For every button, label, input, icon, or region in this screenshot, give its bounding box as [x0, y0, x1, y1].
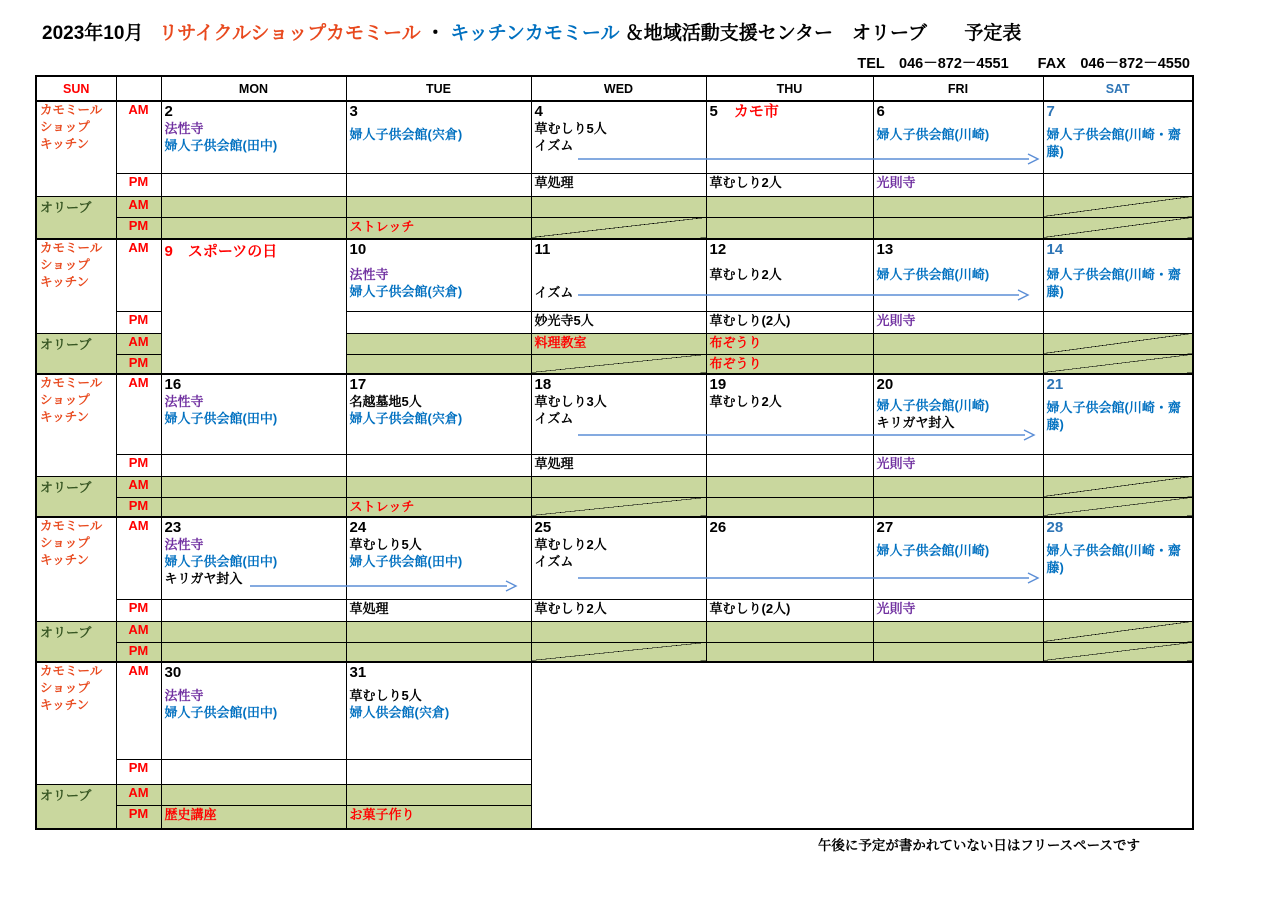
olive-oam-cell: [1043, 196, 1193, 217]
day-am-cell: [1043, 239, 1193, 311]
day-am-cell: [1043, 374, 1193, 454]
olive-oam-cell: [161, 784, 346, 805]
date-number: 14: [1046, 241, 1064, 258]
am-label: AM: [116, 374, 161, 454]
day-pm-cell: [1043, 599, 1193, 621]
olive-opm-cell: [531, 497, 706, 517]
day-pm-cell: [346, 454, 531, 476]
date-number: 5: [709, 103, 718, 120]
date-row: [877, 518, 1040, 537]
header-wed: WED: [531, 76, 706, 101]
pm-label: PM: [116, 173, 161, 196]
day-pm-cell: [531, 311, 706, 333]
date-row: [350, 518, 528, 537]
olive-oam-cell: [531, 333, 706, 354]
date-number: 13: [876, 241, 894, 258]
date-number: 31: [349, 664, 367, 681]
am-label: AM: [116, 196, 161, 217]
header-tue: TUE: [346, 76, 531, 101]
date-number: 16: [164, 376, 182, 393]
week-1-row-1: [36, 173, 1193, 196]
event-text: 婦人子供会館(川崎): [876, 127, 990, 142]
date-number: 28: [1046, 519, 1064, 536]
olive-oam-cell: [706, 333, 873, 354]
event-text: 婦人子供会館(宍倉): [349, 127, 463, 142]
date-number: 30: [164, 664, 182, 681]
event-text: 婦人子供会館(宍倉): [349, 283, 463, 299]
title-dot: ・: [425, 23, 445, 44]
event-text: 草むしり2人: [534, 600, 607, 616]
olive-opm-cell: [346, 354, 531, 374]
olive-opm-cell: [346, 805, 531, 829]
shop-label-line: キッチン: [40, 136, 90, 151]
olive-oam-cell: [706, 621, 873, 642]
week-4-row-0: [36, 517, 1193, 599]
am-label: AM: [116, 333, 161, 354]
week-4-row-3: [36, 642, 1193, 662]
date-row: [165, 102, 343, 121]
day-pm-cell: [1043, 311, 1193, 333]
olive-event-text: ストレッチ: [349, 218, 415, 234]
event-text: 草処理: [534, 455, 574, 471]
week-4-row-1: [36, 599, 1193, 621]
am-label: AM: [116, 662, 161, 759]
day-am-cell: [531, 374, 706, 454]
date-row: [1047, 102, 1190, 121]
olive-label: オリーブ: [36, 333, 116, 374]
event-text: 草むしり3人: [534, 394, 607, 409]
event-text: 草むしり2人: [709, 394, 782, 409]
olive-opm-cell: [706, 217, 873, 239]
olive-opm-cell: [346, 642, 531, 662]
event-text: 草むしり2人: [534, 537, 607, 552]
day-pm-cell: [706, 173, 873, 196]
olive-oam-cell: [161, 476, 346, 497]
day-am-cell: [161, 374, 346, 454]
shop-label-line: キッチン: [40, 552, 90, 567]
schedule-table: [35, 75, 1194, 830]
shop-label-line: ショップ: [40, 535, 90, 550]
shop-label-line: キッチン: [40, 697, 90, 712]
week-1-row-2: [36, 196, 1193, 217]
day-pm-cell: [873, 599, 1043, 621]
event-text: イズム: [534, 410, 574, 426]
date-row: [350, 240, 528, 259]
day-pm-cell: [1043, 173, 1193, 196]
day-am-cell: [1043, 101, 1193, 173]
day-am-cell: [706, 101, 873, 173]
day-am-cell: [346, 239, 531, 311]
event-text: 婦人子供会館(川崎・齋藤): [1046, 400, 1181, 432]
am-label: AM: [116, 239, 161, 311]
date-number: 21: [1046, 376, 1064, 393]
date-number: 24: [349, 519, 367, 536]
day-pm-cell: [706, 311, 873, 333]
olive-event-text: 布ぞうり: [709, 355, 762, 371]
week-3-row-2: [36, 476, 1193, 497]
olive-oam-cell: [1043, 476, 1193, 497]
pm-label: PM: [116, 642, 161, 662]
shop-label-line: カモミール: [40, 664, 103, 678]
shop-label-line: キッチン: [40, 409, 90, 424]
day-pm-cell: [706, 599, 873, 621]
date-row: [877, 375, 1040, 394]
date-row: [710, 240, 870, 259]
event-text: 婦人子供会館(川崎・齋藤): [1046, 267, 1181, 299]
day-am-cell: [531, 101, 706, 173]
event-text: 法性寺: [349, 267, 389, 282]
day-pm-cell: [873, 454, 1043, 476]
header-sat: SAT: [1043, 76, 1193, 101]
week-2-row-0: [36, 239, 1193, 311]
olive-opm-cell: [1043, 497, 1193, 517]
day-am-cell: [873, 374, 1043, 454]
day-pm-cell: [1043, 454, 1193, 476]
date-number: 26: [709, 519, 727, 536]
olive-opm-cell: [1043, 642, 1193, 662]
day-pm-cell: [346, 173, 531, 196]
pm-label: PM: [116, 217, 161, 239]
olive-label: オリーブ: [36, 196, 116, 239]
shop-label-line: カモミール: [40, 519, 103, 533]
event-text: 草むしり2人: [709, 267, 782, 282]
week-1-row-3: [36, 217, 1193, 239]
date-number: 17: [349, 376, 367, 393]
day-pm-cell: [531, 454, 706, 476]
date-number: 10: [349, 241, 367, 258]
event-text: イズム: [534, 553, 574, 569]
date-number: 19: [709, 376, 727, 393]
shop-label-line: ショップ: [40, 680, 90, 695]
shop-kitchen-label: [36, 517, 116, 621]
day-am-cell: [873, 517, 1043, 599]
olive-event-text: 布ぞうり: [709, 334, 762, 350]
event-text: 婦人子供会館(川崎・齋藤): [1046, 127, 1181, 159]
event-text: 法性寺: [164, 394, 204, 409]
title-suffix: 予定表: [964, 23, 1022, 44]
olive-opm-cell: [873, 217, 1043, 239]
event-text: 婦人子供会館(川崎): [876, 267, 990, 282]
contact-info: TEL 046－872－4551 FAX 046－872－4550: [857, 56, 1190, 72]
date-number: 11: [534, 241, 551, 258]
olive-oam-cell: [873, 196, 1043, 217]
event-text: イズム: [534, 285, 574, 300]
date-row: [165, 375, 343, 394]
olive-label: オリーブ: [36, 476, 116, 517]
olive-opm-cell: [873, 642, 1043, 662]
title-kitchen-name: キッチンカモミール: [450, 23, 620, 44]
shop-kitchen-label: [36, 101, 116, 196]
olive-oam-cell: [706, 476, 873, 497]
olive-oam-cell: [346, 621, 531, 642]
olive-opm-cell: [531, 642, 706, 662]
footer-note: 午後に予定が書かれていない日はフリースペースです: [817, 838, 1140, 853]
date-row: [1047, 375, 1190, 394]
am-label: AM: [116, 517, 161, 599]
day-am-cell: [706, 374, 873, 454]
event-text: 法性寺: [164, 688, 204, 703]
olive-opm-cell: [531, 217, 706, 239]
title-center-name: ＆地域活動支援センター オリーブ: [624, 23, 928, 44]
day-am-cell: [873, 239, 1043, 311]
header-mon: MON: [161, 76, 346, 101]
event-text: 草むしり(2人): [709, 600, 791, 616]
olive-oam-cell: [531, 476, 706, 497]
olive-oam-cell: [346, 784, 531, 805]
olive-opm-cell: [873, 497, 1043, 517]
event-text: 光則寺: [876, 455, 916, 471]
am-label: AM: [116, 101, 161, 173]
date-number: 2: [164, 103, 173, 120]
date-row: [535, 102, 703, 121]
day-am-cell: [346, 374, 531, 454]
day-am-cell: [1043, 517, 1193, 599]
holiday-cell: 9 スポーツの日: [161, 239, 346, 374]
event-text: 草むしり2人: [709, 174, 782, 190]
olive-oam-cell: [873, 476, 1043, 497]
date-row: [350, 375, 528, 394]
event-text: 草むしり5人: [534, 121, 607, 136]
day-am-cell: [706, 517, 873, 599]
day-am-cell: [531, 517, 706, 599]
day-pm-cell: [346, 311, 531, 333]
olive-opm-cell: [706, 354, 873, 374]
shop-kitchen-label: [36, 662, 116, 784]
day-am-cell: [161, 101, 346, 173]
date-number: 7: [1046, 103, 1055, 120]
event-text: 婦人子供会館(田中): [349, 553, 463, 569]
olive-label: オリーブ: [36, 784, 116, 829]
date-number: 3: [349, 103, 358, 120]
olive-event-text: お菓子作り: [349, 806, 415, 822]
illustration-cell: [531, 662, 1193, 829]
week-3-row-3: [36, 497, 1193, 517]
event-text: 婦人子供会館(田中): [164, 704, 278, 720]
olive-opm-cell: [1043, 217, 1193, 239]
day-pm-cell: [346, 759, 531, 784]
day-pm-cell: [161, 454, 346, 476]
shop-label-line: ショップ: [40, 392, 90, 407]
date-row: [535, 518, 703, 537]
event-text: 婦人子供会館(川崎): [876, 543, 990, 558]
shop-label-line: カモミール: [40, 103, 103, 117]
olive-opm-cell: [1043, 354, 1193, 374]
olive-oam-cell: [531, 621, 706, 642]
olive-opm-cell: [346, 497, 531, 517]
olive-opm-cell: [161, 497, 346, 517]
day-am-cell: [706, 239, 873, 311]
day-am-cell: [161, 517, 346, 599]
date-number: 20: [876, 376, 894, 393]
am-label: AM: [116, 476, 161, 497]
header-fri: FRI: [873, 76, 1043, 101]
olive-opm-cell: [161, 217, 346, 239]
header-empty: [116, 76, 161, 101]
event-text: 婦人子供会館(田中): [164, 137, 278, 153]
event-text: 婦人子供会館(宍倉): [349, 410, 463, 426]
shop-label-line: カモミール: [40, 241, 103, 255]
date-row: [710, 518, 870, 537]
header-thu: THU: [706, 76, 873, 101]
olive-oam-cell: [873, 621, 1043, 642]
day-pm-cell: [161, 173, 346, 196]
day-am-cell: [531, 239, 706, 311]
date-row: [535, 375, 703, 394]
week-4-row-2: [36, 621, 1193, 642]
shop-label-line: カモミール: [40, 376, 103, 390]
event-text: 光則寺: [876, 312, 916, 328]
olive-oam-cell: [161, 621, 346, 642]
date-row: [165, 663, 343, 682]
shop-kitchen-label: [36, 374, 116, 476]
olive-oam-cell: [346, 196, 531, 217]
date-row: [350, 663, 528, 682]
olive-event-text: 料理教室: [534, 334, 587, 350]
day-pm-cell: [346, 599, 531, 621]
event-text: 光則寺: [876, 174, 916, 190]
event-text: 草処理: [534, 174, 574, 190]
event-text: 名越墓地5人: [349, 394, 422, 409]
olive-oam-cell: [1043, 621, 1193, 642]
day-pm-cell: [161, 759, 346, 784]
pm-label: PM: [116, 454, 161, 476]
olive-oam-cell: [346, 476, 531, 497]
shop-label-line: キッチン: [40, 274, 90, 289]
day-pm-cell: [873, 311, 1043, 333]
day-event-label: カモ市: [733, 103, 779, 120]
date-row: [877, 240, 1040, 259]
week-1-row-0: [36, 101, 1193, 173]
olive-opm-cell: [161, 805, 346, 829]
date-row: [877, 102, 1040, 121]
event-text: 婦人子供会館(川崎・齋藤): [1046, 543, 1181, 575]
date-row: [1047, 518, 1190, 537]
olive-opm-cell: [706, 642, 873, 662]
week-3-row-0: [36, 374, 1193, 454]
event-text: 婦人子供会館(田中): [164, 410, 278, 426]
date-number: 18: [534, 376, 552, 393]
event-text: 婦人子供会館(川崎): [876, 398, 990, 413]
date-number: 23: [164, 519, 182, 536]
olive-event-text: 歴史講座: [164, 806, 217, 822]
event-text: 草処理: [349, 600, 389, 616]
olive-opm-cell: [873, 354, 1043, 374]
title-shop-name: リサイクルショップカモミール: [158, 23, 421, 44]
header-sun: SUN: [36, 76, 116, 101]
day-am-cell: [346, 662, 531, 759]
shop-kitchen-label: [36, 239, 116, 333]
olive-oam-cell: [1043, 333, 1193, 354]
day-pm-cell: [531, 599, 706, 621]
date-number: 27: [876, 519, 894, 536]
olive-oam-cell: [873, 333, 1043, 354]
event-text: 光則寺: [876, 600, 916, 616]
week-5-row-0: [36, 662, 1193, 759]
date-row: [165, 518, 343, 537]
shop-label-line: ショップ: [40, 119, 90, 134]
week-3-row-1: [36, 454, 1193, 476]
olive-oam-cell: [706, 196, 873, 217]
date-row: [535, 240, 703, 259]
event-text: 草むしり5人: [349, 688, 422, 703]
date-row: [710, 102, 870, 121]
olive-opm-cell: [531, 354, 706, 374]
olive-oam-cell: [161, 196, 346, 217]
event-text: キリガヤ封入: [876, 414, 955, 430]
event-text: キリガヤ封入: [164, 570, 243, 586]
olive-label: オリーブ: [36, 621, 116, 662]
date-row: [710, 375, 870, 394]
olive-opm-cell: [706, 497, 873, 517]
event-text: 法性寺: [164, 121, 204, 136]
olive-oam-cell: [531, 196, 706, 217]
olive-oam-cell: [346, 333, 531, 354]
date-number: 25: [534, 519, 552, 536]
day-pm-cell: [161, 599, 346, 621]
date-row: [1047, 240, 1190, 259]
event-text: 草むしり(2人): [709, 312, 791, 328]
day-pm-cell: [706, 454, 873, 476]
date-number: 4: [534, 103, 543, 120]
pm-label: PM: [116, 805, 161, 829]
am-label: AM: [116, 784, 161, 805]
event-text: 草むしり5人: [349, 537, 422, 552]
day-am-cell: [161, 662, 346, 759]
pm-label: PM: [116, 497, 161, 517]
day-am-cell: [346, 517, 531, 599]
olive-opm-cell: [161, 642, 346, 662]
event-text: 妙光寺5人: [534, 312, 594, 328]
pm-label: PM: [116, 759, 161, 784]
day-am-cell: [346, 101, 531, 173]
day-pm-cell: [873, 173, 1043, 196]
shop-label-line: ショップ: [40, 257, 90, 272]
weekday-header-row: [36, 76, 1193, 101]
event-text: 法性寺: [164, 537, 204, 552]
date-row: [350, 102, 528, 121]
pm-label: PM: [116, 311, 161, 333]
event-text: 婦人子供会館(田中): [164, 553, 278, 569]
title-month: 2023年10月: [42, 23, 144, 44]
olive-opm-cell: [346, 217, 531, 239]
day-am-cell: [873, 101, 1043, 173]
olive-event-text: ストレッチ: [349, 498, 415, 514]
pm-label: PM: [116, 599, 161, 621]
am-label: AM: [116, 621, 161, 642]
date-number: 12: [709, 241, 727, 258]
day-pm-cell: [531, 173, 706, 196]
pm-label: PM: [116, 354, 161, 374]
event-text: 婦人供会館(宍倉): [349, 704, 450, 720]
date-number: 6: [876, 103, 885, 120]
page-title: [42, 18, 1021, 45]
event-text: イズム: [534, 137, 574, 153]
